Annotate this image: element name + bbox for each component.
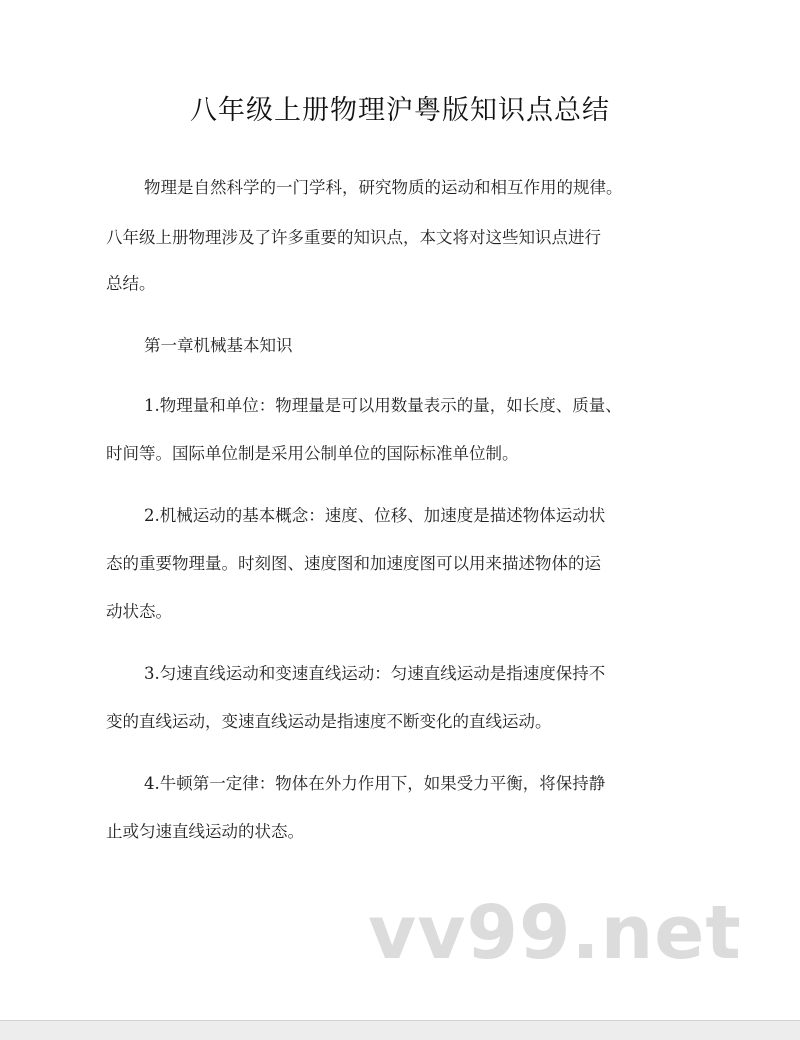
item-3-line-1: 3.匀速直线运动和变速直线运动：匀速直线运动是指速度保持不 bbox=[144, 664, 606, 683]
item-3-line-2: 变的直线运动，变速直线运动是指速度不断变化的直线运动。 bbox=[106, 712, 552, 731]
item-4-line-1: 4.牛顿第一定律：物体在外力作用下，如果受力平衡，将保持静 bbox=[144, 774, 606, 793]
intro-line-3: 总结。 bbox=[106, 274, 156, 293]
item-4-line-2: 止或匀速直线运动的状态。 bbox=[106, 822, 304, 841]
watermark-text: vv99.net bbox=[368, 890, 742, 976]
item-2-line-1: 2.机械运动的基本概念：速度、位移、加速度是描述物体运动状 bbox=[144, 506, 606, 525]
intro-line-2: 八年级上册物理涉及了许多重要的知识点，本文将对这些知识点进行 bbox=[106, 228, 601, 247]
page-bottom-edge bbox=[0, 1020, 800, 1040]
document-title: 八年级上册物理沪粤版知识点总结 bbox=[190, 95, 610, 126]
item-2-line-3: 动状态。 bbox=[106, 602, 172, 621]
intro-line-1: 物理是自然科学的一门学科，研究物质的运动和相互作用的规律。 bbox=[144, 178, 623, 197]
chapter-heading: 第一章机械基本知识 bbox=[144, 336, 293, 355]
item-1-line-2: 时间等。国际单位制是采用公制单位的国际标准单位制。 bbox=[106, 444, 519, 463]
item-2-line-2: 态的重要物理量。时刻图、速度图和加速度图可以用来描述物体的运 bbox=[106, 554, 601, 573]
item-1-line-1: 1.物理量和单位：物理量是可以用数量表示的量，如长度、质量、 bbox=[144, 396, 622, 415]
